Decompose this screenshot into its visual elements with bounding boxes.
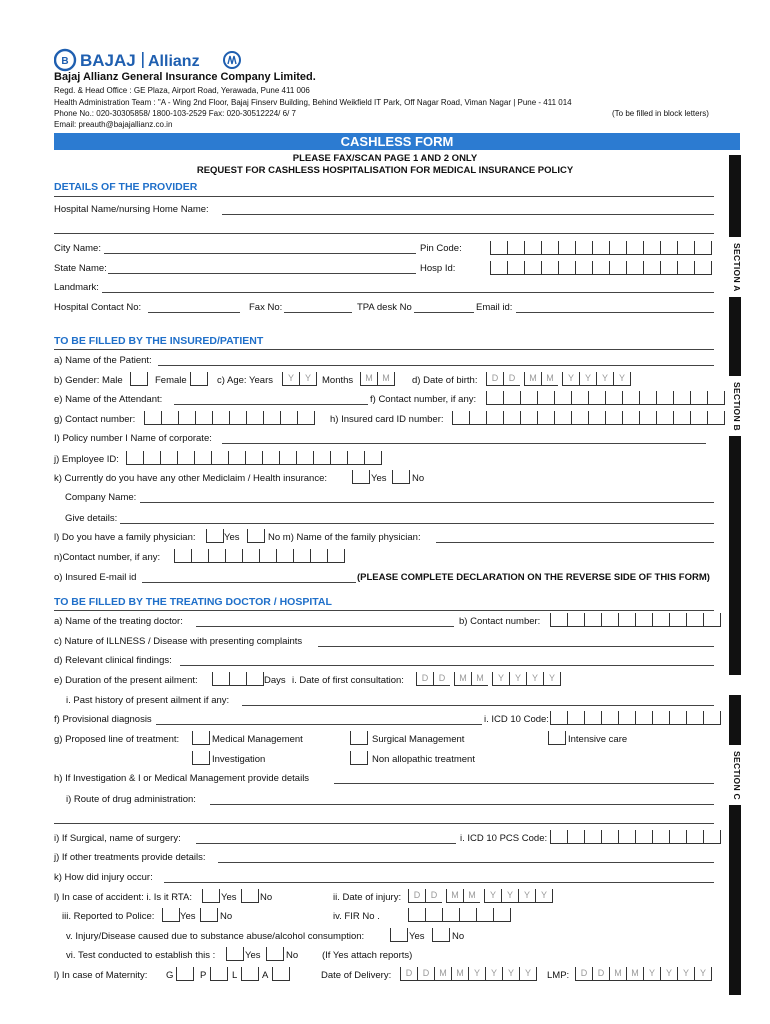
no-label: No bbox=[220, 911, 233, 922]
block-letters-note: (To be filled in block letters) bbox=[612, 109, 709, 118]
findings-label: d) Relevant clinical findings: bbox=[54, 655, 172, 666]
days-label: Days bbox=[264, 675, 286, 686]
provider-heading: DETAILS OF THE PROVIDER bbox=[54, 181, 198, 193]
fax-label: Fax No: bbox=[249, 302, 283, 313]
gravida-label: G bbox=[166, 970, 174, 981]
attendant-label: e) Name of the Attendant: bbox=[54, 394, 163, 405]
tpa-field[interactable] bbox=[414, 312, 474, 313]
non-allopathic-checkbox[interactable] bbox=[350, 751, 368, 765]
hospital-contact-label: Hospital Contact No: bbox=[54, 302, 142, 313]
no-label: No bbox=[286, 950, 299, 961]
fir-boxes[interactable] bbox=[408, 908, 511, 922]
hospital-contact-field[interactable] bbox=[148, 312, 240, 313]
para-box[interactable] bbox=[210, 967, 228, 981]
dob-boxes[interactable]: D D M M Y Y Y Y bbox=[486, 372, 631, 386]
surgery-label: i) If Surgical, name of surgery: bbox=[54, 833, 181, 844]
surgical-mgmt-label: Surgical Management bbox=[372, 734, 465, 745]
company-name-label: Company Name: bbox=[65, 492, 137, 503]
months-label: Months bbox=[322, 375, 354, 386]
duration-label: e) Duration of the present ailment: bbox=[54, 675, 198, 686]
intensive-care-label: Intensive care bbox=[568, 734, 628, 745]
delivery-date-boxes[interactable]: D D M M Y Y Y Y bbox=[400, 967, 537, 981]
route-field[interactable] bbox=[210, 804, 714, 805]
provisional-diagnosis-label: f) Provisional diagnosis bbox=[54, 714, 152, 725]
substance-yes-checkbox[interactable] bbox=[390, 928, 408, 942]
other-mediclaim-no-checkbox[interactable] bbox=[392, 470, 410, 484]
section-a-label: SECTION A bbox=[728, 237, 742, 297]
para-label: P bbox=[200, 970, 207, 981]
non-allopathic-label: Non allopathic treatment bbox=[372, 754, 475, 765]
yes-label: Yes bbox=[221, 892, 237, 903]
pin-code-boxes[interactable] bbox=[490, 241, 712, 255]
fax-instruction: PLEASE FAX/SCAN PAGE 1 AND 2 ONLY bbox=[292, 153, 478, 164]
substance-label: v. Injury/Disease caused due to substance abuse/alcohol consumption: bbox=[66, 931, 365, 942]
family-physician-name-label: No m) Name of the family physician: bbox=[268, 532, 421, 543]
fir-label: iv. FIR No . bbox=[333, 911, 380, 922]
policy-field[interactable] bbox=[222, 443, 706, 444]
test-yes-checkbox[interactable] bbox=[226, 947, 244, 961]
tpa-label: TPA desk No bbox=[357, 302, 412, 313]
form-subtitle: REQUEST FOR CASHLESS HOSPITALISATION FOR MEDICAL INSURANCE POLICY bbox=[196, 165, 574, 176]
family-physician-yes-checkbox[interactable] bbox=[206, 529, 224, 543]
injury-label: k) How did injury occur: bbox=[54, 872, 153, 883]
illness-label: c) Nature of ILLNESS / Disease with presenting complaints bbox=[54, 636, 303, 647]
divider bbox=[54, 349, 714, 350]
lmp-label: LMP: bbox=[547, 970, 570, 981]
svg-text:Allianz: Allianz bbox=[148, 53, 200, 70]
lmp-boxes[interactable]: D D M M Y Y Y Y bbox=[575, 967, 712, 981]
phone-numbers: Phone No.: 020-30305858/ 1800-103-2529 Fax: 020-30512224/ 6/ 7 bbox=[54, 109, 296, 118]
investigation-checkbox[interactable] bbox=[192, 751, 210, 765]
icd10pcs-boxes[interactable] bbox=[550, 830, 721, 844]
past-history-label: i. Past history of present ailment if any: bbox=[66, 695, 230, 706]
health-team-address: Health Administration Team : "A - Wing 2nd Floor, Bajaj Finserv Building, Behind Weikfield IT Park, Off Nagar Road, Viman Nagar | Pune - 411 014 bbox=[54, 98, 572, 107]
svg-text:BAJAJ: BAJAJ bbox=[80, 51, 136, 70]
age-months-boxes[interactable]: M M bbox=[360, 372, 395, 386]
doctor-name-field[interactable] bbox=[196, 626, 454, 627]
pin-label: Pin Code: bbox=[420, 243, 462, 254]
living-label: L bbox=[232, 970, 238, 981]
female-label: Female bbox=[155, 375, 187, 386]
provisional-diagnosis-field[interactable] bbox=[156, 724, 482, 725]
attendant-field[interactable] bbox=[174, 404, 368, 405]
treatment-label: g) Proposed line of treatment: bbox=[54, 734, 180, 745]
illness-field[interactable] bbox=[318, 646, 714, 647]
injury-field[interactable] bbox=[164, 882, 714, 883]
email-id-label: Email id: bbox=[476, 302, 513, 313]
give-details-field[interactable] bbox=[120, 523, 714, 524]
fax-field[interactable] bbox=[284, 312, 352, 313]
route-field-2[interactable] bbox=[54, 823, 714, 824]
attach-reports-note: (If Yes attach reports) bbox=[322, 950, 413, 961]
duration-boxes[interactable] bbox=[212, 672, 264, 686]
yes-label: Yes bbox=[371, 473, 387, 484]
declaration-note: (PLEASE COMPLETE DECLARATION ON THE REVERSE SIDE OF THIS FORM) bbox=[357, 572, 710, 583]
contact-number-label: g) Contact number: bbox=[54, 414, 136, 425]
landmark-label: Landmark: bbox=[54, 282, 99, 293]
patient-name-field[interactable] bbox=[158, 365, 714, 366]
age-years-boxes[interactable]: Y Y bbox=[282, 372, 317, 386]
female-checkbox[interactable] bbox=[190, 372, 208, 386]
route-label: i) Route of drug administration: bbox=[66, 794, 196, 805]
gravida-box[interactable] bbox=[176, 967, 194, 981]
age-label: c) Age: Years bbox=[217, 375, 273, 386]
patient-name-label: a) Name of the Patient: bbox=[54, 355, 152, 366]
landmark-field[interactable] bbox=[102, 292, 714, 293]
family-physician-label: l) Do you have a family physician: bbox=[54, 532, 196, 543]
state-label: State Name: bbox=[54, 263, 107, 274]
past-history-field[interactable] bbox=[242, 705, 714, 706]
investigation-details-label: h) If Investigation & I or Medical Management provide details bbox=[54, 773, 310, 784]
doctor-contact-boxes[interactable] bbox=[550, 613, 721, 627]
insured-heading: TO BE FILLED BY THE INSURED/PATIENT bbox=[54, 335, 264, 347]
divider bbox=[54, 610, 714, 611]
divider bbox=[54, 196, 714, 197]
no-label: No bbox=[452, 931, 465, 942]
email-address: Email: preauth@bajajallianz.co.in bbox=[54, 120, 173, 129]
rta-no-checkbox[interactable] bbox=[241, 889, 259, 903]
other-mediclaim-label: k) Currently do you have any other Mediclaim / Health insurance: bbox=[54, 473, 327, 484]
surgery-field[interactable] bbox=[196, 843, 456, 844]
test-conducted-label: vi. Test conducted to establish this : bbox=[66, 950, 216, 961]
other-mediclaim-yes-checkbox[interactable] bbox=[352, 470, 370, 484]
test-no-checkbox[interactable] bbox=[266, 947, 284, 961]
svg-text:B: B bbox=[61, 56, 69, 67]
gender-male-label: b) Gender: Male bbox=[54, 375, 123, 386]
abortion-label: A bbox=[262, 970, 269, 981]
regd-office: Regd. & Head Office : GE Plaza, Airport Road, Yerawada, Pune 411 006 bbox=[54, 86, 310, 95]
employee-id-label: j) Employee ID: bbox=[54, 454, 119, 465]
doctor-contact-label: b) Contact number: bbox=[459, 616, 541, 627]
state-field[interactable] bbox=[108, 273, 416, 274]
hosp-id-boxes[interactable] bbox=[490, 261, 712, 275]
doctor-heading: TO BE FILLED BY THE TREATING DOCTOR / HOSPITAL bbox=[54, 596, 332, 608]
male-checkbox[interactable] bbox=[130, 372, 148, 386]
yes-label: Yes bbox=[224, 532, 240, 543]
dob-label: d) Date of birth: bbox=[412, 375, 478, 386]
city-field[interactable] bbox=[104, 253, 416, 254]
insured-email-label: o) Insured E-mail id bbox=[54, 572, 137, 583]
no-label: No bbox=[412, 473, 425, 484]
yes-label: Yes bbox=[409, 931, 425, 942]
intensive-care-checkbox[interactable] bbox=[548, 731, 566, 745]
substance-no-checkbox[interactable] bbox=[432, 928, 450, 942]
icd10pcs-label: i. ICD 10 PCS Code: bbox=[460, 833, 548, 844]
findings-field[interactable] bbox=[180, 665, 714, 666]
hospital-name-field[interactable] bbox=[222, 214, 714, 215]
insured-email-field[interactable] bbox=[142, 582, 356, 583]
hospital-name-label: Hospital Name/nursing Home Name: bbox=[54, 204, 209, 215]
policy-label: I) Policy number I Name of corporate: bbox=[54, 433, 212, 444]
attendant-contact-boxes[interactable] bbox=[486, 391, 725, 405]
family-physician-no-checkbox[interactable] bbox=[247, 529, 265, 543]
employee-id-boxes[interactable] bbox=[126, 451, 382, 465]
surgical-mgmt-checkbox[interactable] bbox=[350, 731, 368, 745]
give-details-label: Give details: bbox=[65, 513, 118, 524]
police-no-checkbox[interactable] bbox=[200, 908, 218, 922]
date-injury-boxes[interactable]: D D M M Y Y Y Y bbox=[408, 889, 553, 903]
section-c-bar bbox=[729, 695, 741, 995]
contact-if-any-label: f) Contact number, if any: bbox=[370, 394, 477, 405]
company-name-field[interactable] bbox=[140, 502, 714, 503]
medical-mgmt-label: Medical Management bbox=[212, 734, 303, 745]
yes-label: Yes bbox=[245, 950, 261, 961]
insured-card-boxes[interactable] bbox=[452, 411, 725, 425]
contact-number-boxes[interactable] bbox=[144, 411, 315, 425]
doctor-name-label: a) Name of the treating doctor: bbox=[54, 616, 183, 627]
living-box[interactable] bbox=[241, 967, 259, 981]
delivery-date-label: Date of Delivery: bbox=[321, 970, 392, 981]
other-treatments-label: j) If other treatments provide details: bbox=[54, 852, 206, 863]
police-yes-checkbox[interactable] bbox=[162, 908, 180, 922]
medical-mgmt-checkbox[interactable] bbox=[192, 731, 210, 745]
n-contact-boxes[interactable] bbox=[174, 549, 345, 563]
company-name: Bajaj Allianz General Insurance Company Limited. bbox=[54, 71, 316, 83]
title-bar bbox=[54, 133, 740, 150]
insured-card-label: h) Insured card ID number: bbox=[330, 414, 444, 425]
no-label: No bbox=[260, 892, 273, 903]
n-contact-label: n)Contact number, if any: bbox=[54, 552, 161, 563]
investigation-label: Investigation bbox=[212, 754, 266, 765]
other-treatments-field[interactable] bbox=[218, 862, 714, 863]
email-id-field[interactable] bbox=[516, 312, 714, 313]
first-consultation-boxes[interactable]: D D M M Y Y Y Y bbox=[416, 672, 561, 686]
date-injury-label: ii. Date of injury: bbox=[333, 892, 402, 903]
hosp-id-label: Hosp Id: bbox=[420, 263, 456, 274]
icd10-label: i. ICD 10 Code: bbox=[484, 714, 549, 725]
investigation-details-field[interactable] bbox=[334, 783, 714, 784]
icd10-boxes[interactable] bbox=[550, 711, 721, 725]
accident-label: l) In case of accident: i. Is it RTA: bbox=[54, 892, 192, 903]
section-c-label: SECTION C bbox=[728, 745, 742, 805]
reported-police-label: iii. Reported to Police: bbox=[62, 911, 155, 922]
family-physician-name-field[interactable] bbox=[436, 542, 714, 543]
yes-label: Yes bbox=[180, 911, 196, 922]
rta-yes-checkbox[interactable] bbox=[202, 889, 220, 903]
abortion-box[interactable] bbox=[272, 967, 290, 981]
maternity-label: l) In case of Maternity: bbox=[54, 970, 148, 981]
form-title: CASHLESS FORM bbox=[340, 134, 454, 149]
city-label: City Name: bbox=[54, 243, 101, 254]
hospital-name-field-2[interactable] bbox=[54, 233, 714, 234]
first-consultation-label: i. Date of first consultation: bbox=[292, 675, 404, 686]
section-b-label: SECTION B bbox=[728, 376, 742, 436]
